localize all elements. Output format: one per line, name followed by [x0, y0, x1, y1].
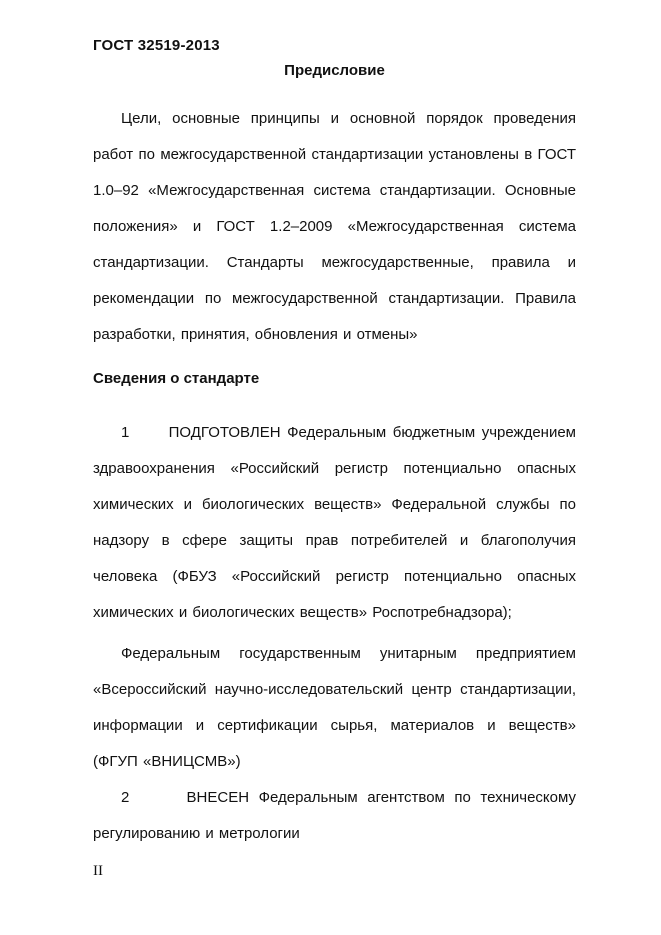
intro-paragraph: Цели, основные принципы и основной порядок проведения работ по межгосударственной стандартизации установлены в ГОСТ 1.0–92 «Межгосударственная система стандартизации. Основные положения» и ГОСТ 1.2–2009 «Межгосударственная система стандартизации. Стандарты межгосударственные, правила и рекомендации по межгосударственной стандартизации. Правила разработки, принятия, обновления и отмены» [93, 110, 576, 343]
standard-info-item-1-continued: Федеральным государственным унитарным предприятием «Всероссийский научно-исследовательский центр стандартизации, информации и сертификации сырья, материалов и веществ» (ФГУП «ВНИЦСМВ») [93, 645, 576, 770]
page-content [93, 0, 576, 879]
section-heading: Сведения о стандарте [93, 370, 260, 387]
page-number: II [93, 863, 103, 879]
standard-info-item-1-prepared-by: 1 ПОДГОТОВЛЕН Федеральным бюджетным учреждением здравоохранения «Российский регистр потенциально опасных химических и биологических веществ» Федеральной службы по надзору в сфере защиты прав потребителей и благополучия человека (ФБУЗ «Российский регистр потенциально опасных химических и биологических веществ» Роспотребнадзора); [93, 424, 576, 621]
page-title: Предисловие [284, 62, 385, 79]
standard-info-item-2-submitted-by: 2 ВНЕСЕН Федеральным агентством по техническому регулированию и метрологии [93, 789, 576, 842]
document-code: ГОСТ 32519-2013 [93, 37, 220, 54]
